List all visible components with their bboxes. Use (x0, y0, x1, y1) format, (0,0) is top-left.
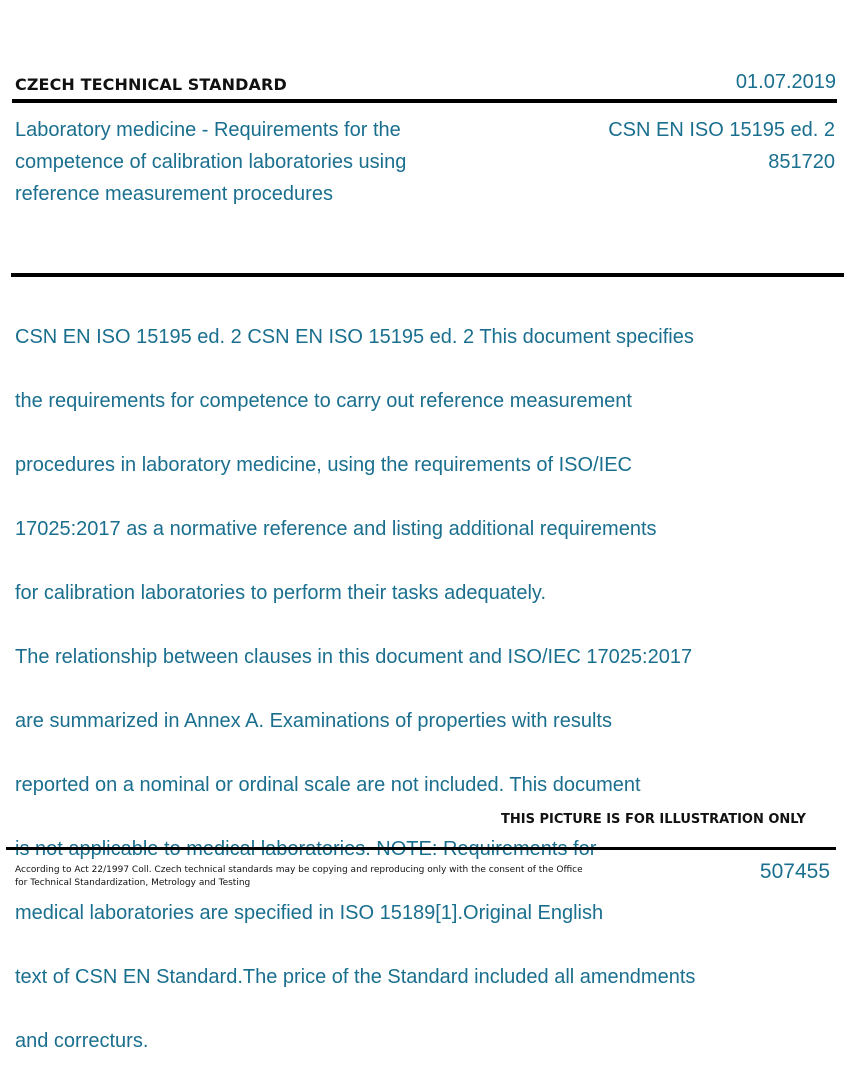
abstract-line: and correcturs. (15, 1030, 149, 1052)
legal-notice-line: According to Act 22/1997 Coll. Czech technical standards may be copying and reproducing only with the consent of the Office (15, 865, 583, 875)
publication-date: 01.07.2019 (735, 71, 836, 93)
abstract-line: procedures in laboratory medicine, using the requirements of ISO/IEC (15, 454, 632, 476)
bottom-divider (6, 847, 836, 850)
abstract-line: text of CSN EN Standard.The price of the Standard included all amendments (15, 966, 696, 988)
document-identifier-block (608, 114, 835, 178)
product-number: 507455 (759, 860, 830, 883)
standard-code: CSN EN ISO 15195 ed. 2 (608, 119, 835, 141)
document-abstract (15, 289, 775, 1089)
legal-notice (15, 864, 585, 890)
middle-divider (11, 273, 844, 277)
abstract-line: the requirements for competence to carry out reference measurement (15, 390, 632, 412)
top-divider (12, 99, 837, 103)
abstract-line: The relationship between clauses in this document and ISO/IEC 17025:2017 (15, 646, 693, 668)
document-title: Laboratory medicine - Requirements for the competence of calibration laboratories using reference measurement procedures (15, 119, 407, 205)
abstract-line: medical laboratories are specified in ISO 15189[1].Original English (15, 902, 604, 924)
abstract-line: are summarized in Annex A. Examinations of properties with results (15, 710, 612, 732)
classification-number: 851720 (768, 151, 835, 173)
abstract-line: CSN EN ISO 15195 ed. 2 CSN EN ISO 15195 ed. 2 This document specifies (15, 326, 694, 348)
illustration-disclaimer: THIS PICTURE IS FOR ILLUSTRATION ONLY (501, 812, 806, 827)
abstract-line: 17025:2017 as a normative reference and listing additional requirements (15, 518, 657, 540)
abstract-line: for calibration laboratories to perform their tasks adequately. (15, 582, 547, 604)
legal-notice-line: for Technical Standardization, Metrology and Testing (15, 878, 251, 888)
abstract-line: reported on a nominal or ordinal scale are not included. This document (15, 774, 641, 796)
standard-type-heading: CZECH TECHNICAL STANDARD (15, 75, 287, 94)
